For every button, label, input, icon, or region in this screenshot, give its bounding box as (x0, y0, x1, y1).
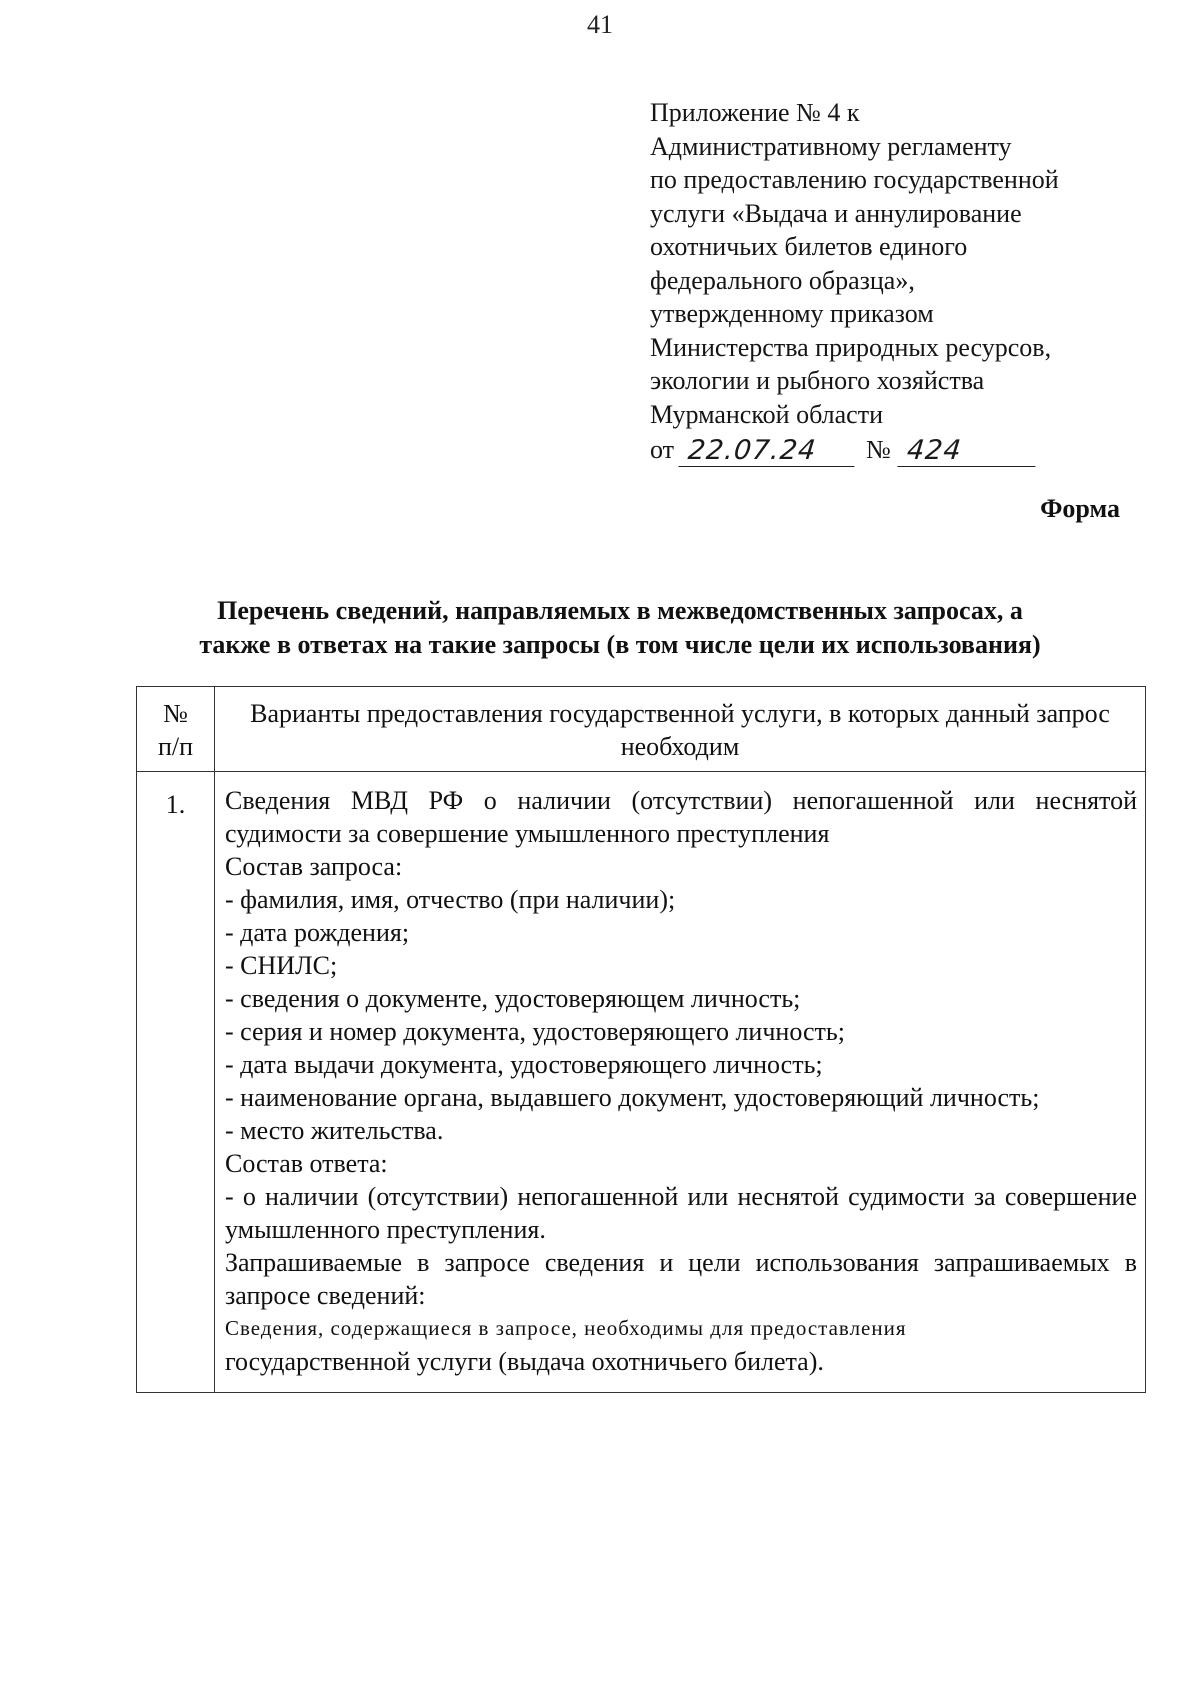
appendix-line: охотничьих билетов единого (650, 232, 968, 261)
document-title-line-2: также в ответах на такие запросы (в том числе цели их использования) (199, 630, 1041, 659)
document-title-line-1: Перечень сведений, направляемых в межведомственных запросах, а (217, 596, 1023, 625)
requests-table (136, 686, 1146, 1393)
page-number: 41 (587, 10, 613, 39)
appendix-line: Мурманской области (650, 399, 883, 429)
row-text-line: Сведения МВД РФ о наличии (отсутствии) непогашенной или неснятой судимости за совершение умышленного преступления (225, 786, 1137, 848)
row-text-line: - сведения о документе, удостоверяющем личность; (225, 984, 801, 1013)
row-text-line: - о наличии (отсутствии) непогашенной или неснятой судимости за совершение умышленного преступления. (225, 1182, 1137, 1244)
row-number: 1. (137, 772, 215, 1393)
appendix-line: федерального образца», (650, 265, 915, 295)
header-number-cell (137, 687, 215, 772)
row-text-line: Состав запроса: (225, 852, 403, 881)
appendix-line: утвержденному приказом (650, 299, 934, 328)
row-text-line: - фамилия, имя, отчество (при наличии); (225, 885, 676, 914)
row-content (215, 772, 1146, 1393)
handwritten-order-number: 424 (897, 436, 1038, 467)
header-variants-cell: Варианты предоставления государственной услуги, в которых данный запрос необходим (215, 687, 1146, 772)
row-text-line: - СНИЛС; (225, 951, 338, 980)
row-text-line: Состав ответа: (225, 1149, 388, 1178)
order-date-number-row (650, 433, 1170, 467)
row-text-line: государственной услуги (выдача охотничьего билета). (225, 1347, 824, 1376)
appendix-line: Административному регламенту (650, 131, 1012, 161)
appendix-line: экологии и рыбного хозяйства (650, 366, 985, 395)
header-number-abbr: п/п (157, 732, 194, 761)
appendix-line: по предоставлению государственной (650, 165, 1059, 194)
row-text-line: - наименование органа, выдавшего документ, удостоверяющий личность; (225, 1083, 1040, 1112)
row-text-line: - дата выдачи документа, удостоверяющего личность; (225, 1050, 823, 1079)
appendix-line: Приложение № 4 к (650, 98, 860, 127)
date-prefix: от (650, 435, 675, 464)
row-text-line: - серия и номер документа, удостоверяющего личность; (225, 1017, 845, 1046)
number-prefix: № (866, 435, 891, 464)
header-number-symbol: № (163, 699, 188, 728)
appendix-line: услуги «Выдача и аннулирование (650, 198, 1022, 228)
row-text-line: - место жительства. (225, 1116, 444, 1145)
table-header-row (137, 687, 1146, 772)
row-text-line: - дата рождения; (225, 918, 410, 947)
appendix-block (650, 96, 1170, 467)
document-title (120, 594, 1120, 662)
row-text-line: Сведения, содержащиеся в запросе, необходимы для предоставления (225, 1316, 907, 1340)
handwritten-order-date: 22.07.24 (678, 436, 857, 467)
form-label: Форма (1040, 494, 1120, 523)
row-text-line: Запрашиваемые в запросе сведения и цели использования запрашиваемых в запросе сведений: (225, 1248, 1137, 1310)
table-row (137, 772, 1146, 1393)
appendix-line: Министерства природных ресурсов, (650, 332, 1052, 362)
